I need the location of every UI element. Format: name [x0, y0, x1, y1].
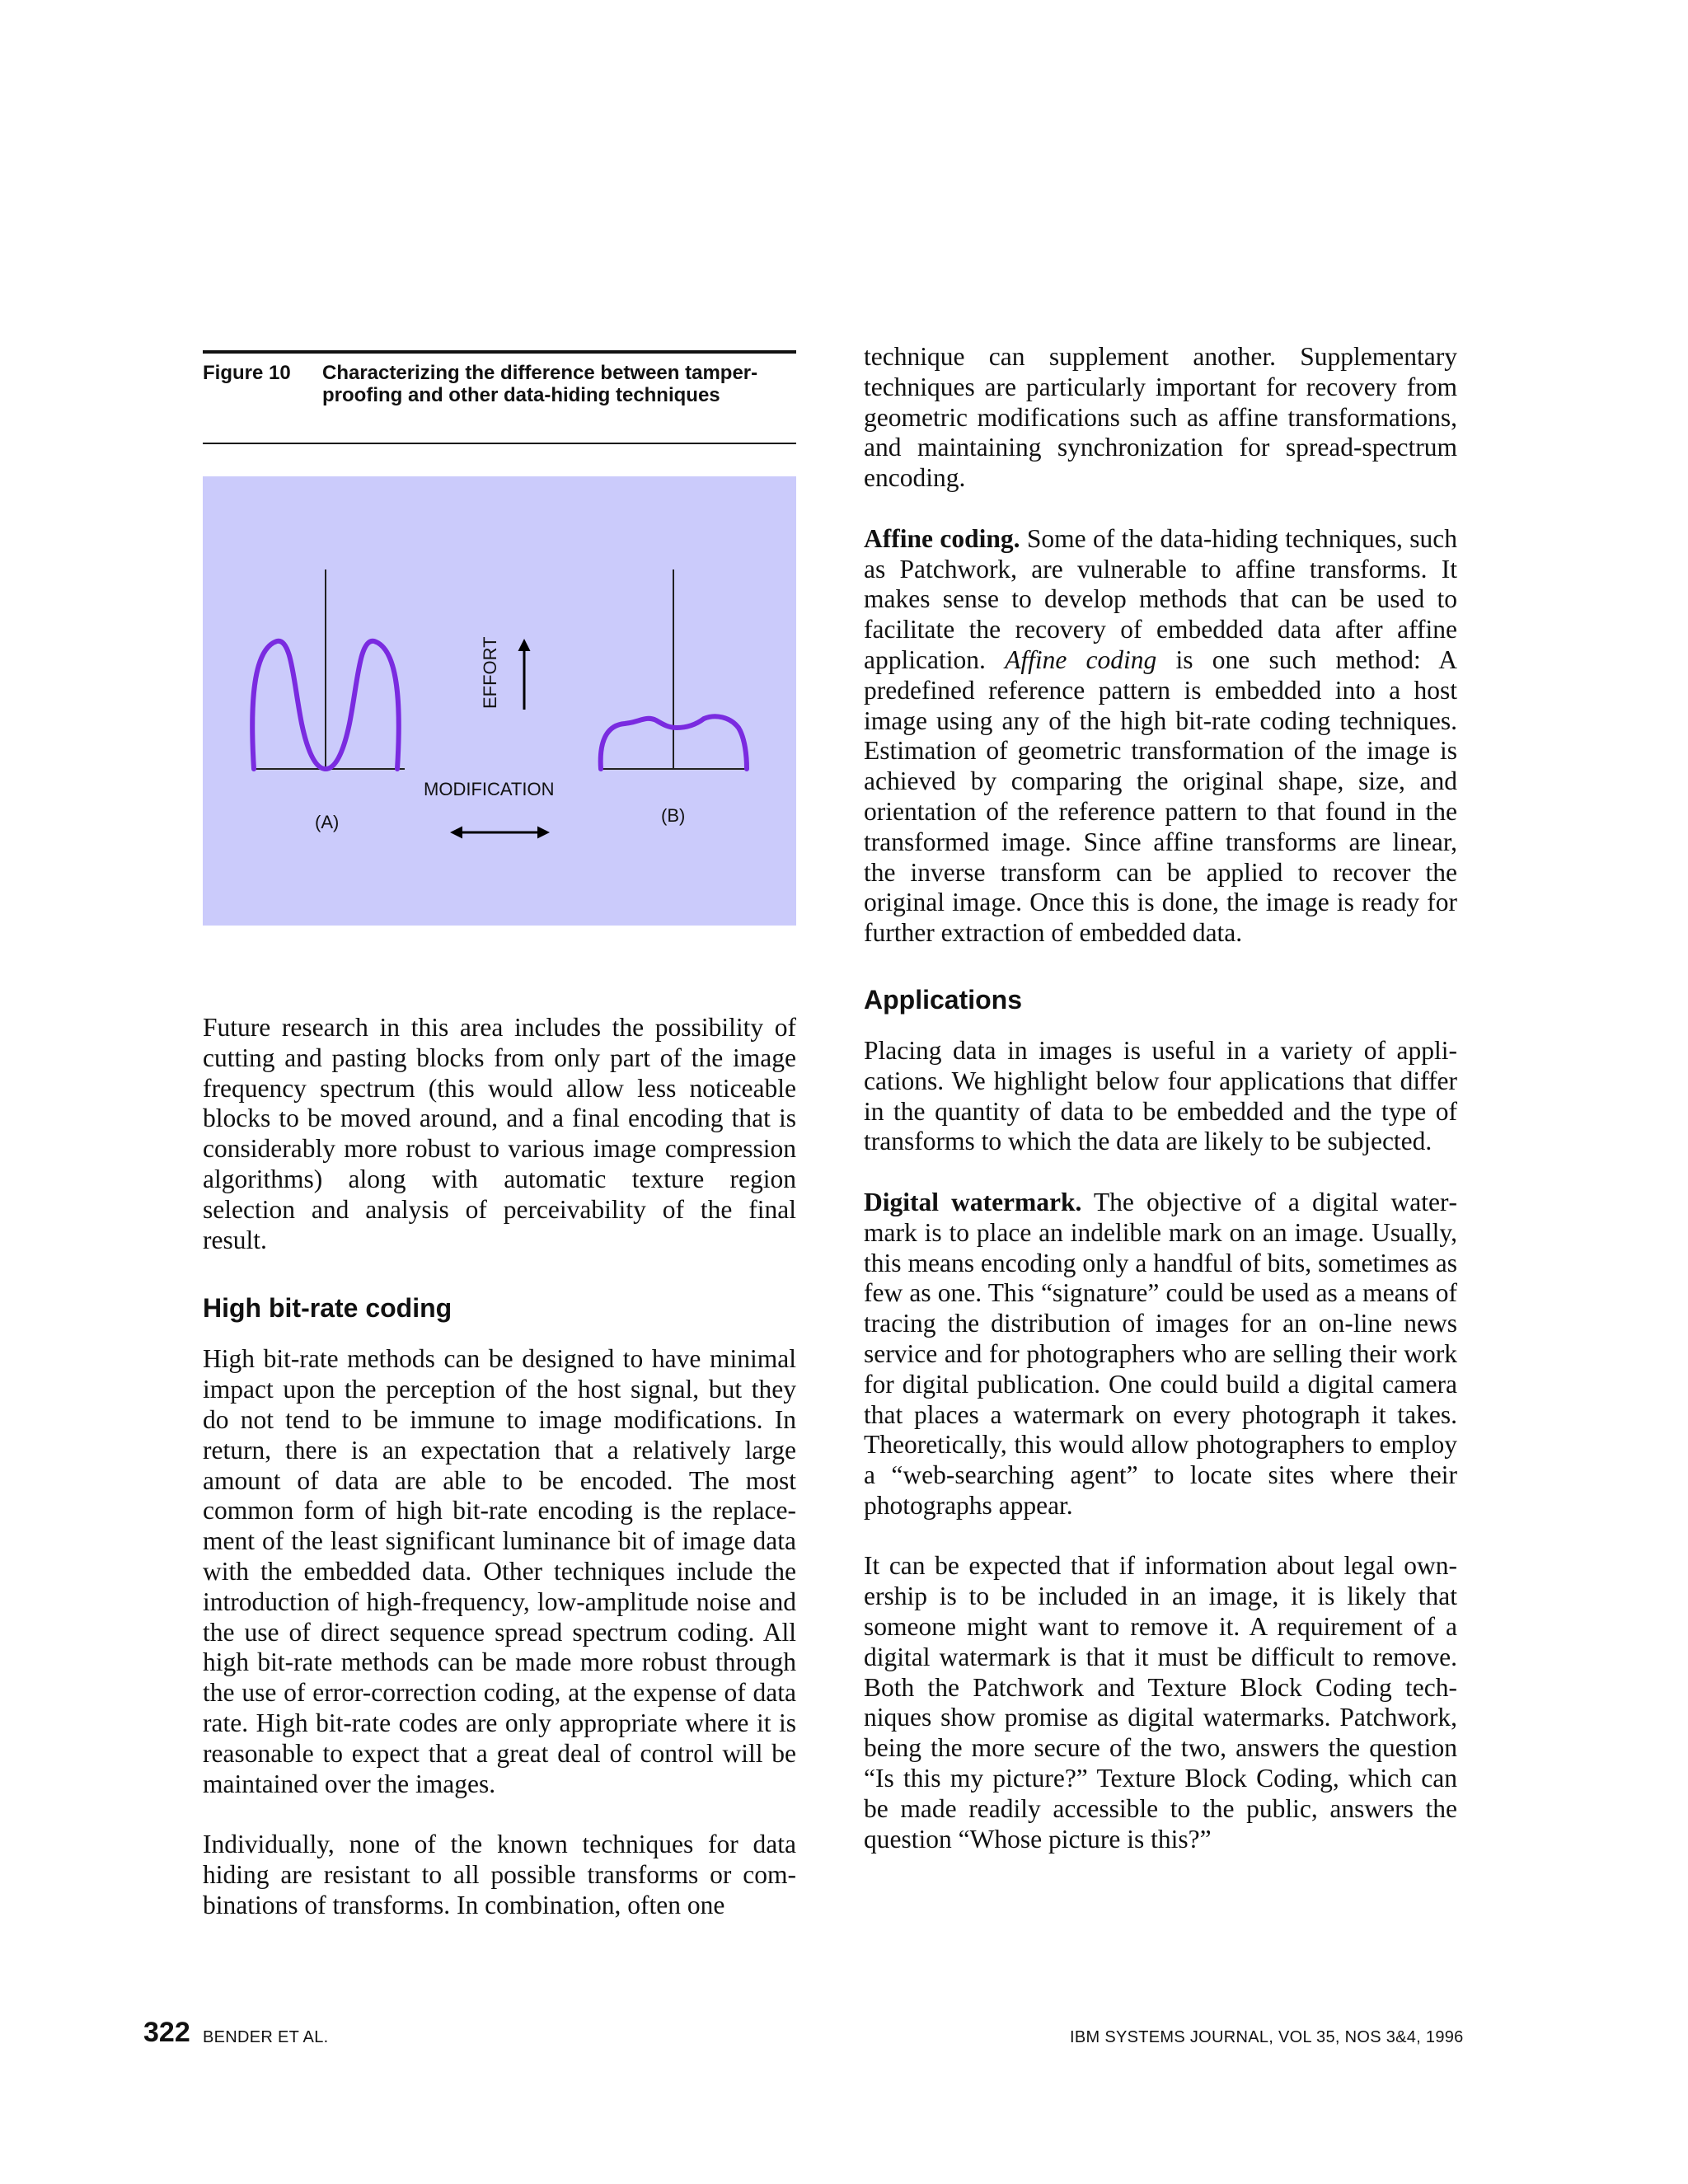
paragraph-digital-watermark — [864, 1188, 1457, 1521]
left-column-lower — [203, 1013, 796, 1921]
figure-label: Figure 10 — [203, 362, 291, 384]
paragraph-individually: Individually, none of the known techniques for data hiding are resistant to all possible transforms or combinations of transforms. In combination, often one — [203, 1830, 796, 1919]
figure-top-rule — [203, 350, 796, 354]
digital-watermark-runin: Digital watermark. — [864, 1187, 1082, 1216]
label-a: (A) — [315, 812, 340, 832]
affine-coding-runin: Affine coding. — [864, 523, 1020, 553]
page-number: 322 — [143, 2017, 190, 2048]
heading-applications: Applications — [864, 984, 1023, 1015]
paragraph-legal-ownership: It can be expected that if information about legal ownership is to be included in an image, it is likely that someone might want to remove it. A requirement of a digital watermark is that it must be difficult to remove. Both the Patchwork and Texture Block Coding techniques show promise as digital watermarks. Patchwork, being the more secure of the two, answers the question “Is this my picture?” Texture Block Coding, which can be made readily accessible to the public, answers the question “Whose picture is this?” — [864, 1551, 1457, 1854]
paragraph-high-bit-rate: High bit-rate methods can be designed to have minimal impact upon the perception of the host signal, but they do not tend to be immune to image modifications. In return, there is an expectation that a relatively large amount of data are able to be encoded. The most common form of high bit-rate encoding is the replacement of the least significant luminance bit of image data with the embedded data. Other techniques include the introduction of high-frequency, low-amplitude noise and the use of direct sequence spread spectrum coding. All high bit-rate methods can be made more robust through the use of error-correction coding, at the expense of data rate. High bit-rate codes are only appropriate where it is reasonable to expect that a great deal of control will be maintained over the images. — [203, 1344, 796, 1798]
figure-diagram — [203, 476, 796, 926]
paragraph-applications: Placing data in images is useful in a variety of applications. We highlight below four applications that differ in the quantity of data to be embedded and the type of transforms to which the data are likely to be subjected. — [864, 1035, 1457, 1156]
digital-watermark-text: The objective of a digital watermark is to place an indelible mark on an image. Usually, this means encoding only a handful of bits, sometimes as few as one. This “signature” could be used as a means of tracing the distribution of images for an on-line news service and for photographers who are selling their work for digital publication. One could build a digital camera that places a watermark on every photograph it takes. Theoretically, this would allow photographers to employ a “web-searching agent” to locate sites where their photographs appear. — [864, 1187, 1457, 1520]
modification-label: MODIFICATION — [424, 779, 555, 799]
label-b: (B) — [661, 805, 686, 826]
running-footer-journal: IBM SYSTEMS JOURNAL, VOL 35, NOS 3&4, 1996 — [1070, 2028, 1464, 2046]
paragraph-affine-coding — [864, 524, 1457, 949]
affine-text-2: is one such method: A predefined reference pattern is embedded into a host image using any of the high bit-rate coding techniques. Estimation of geometric transformation of the image is achieved by comparing the original shape, size, and orientation of the reference pattern to that found in the transformed image. Since affine transforms are linear, the inverse transform can be applied to recover the original image. Once this is done, the image is ready for further extraction of embedded data. — [864, 644, 1458, 948]
figure-caption: Characterizing the difference between tamper-proofing and other data-hiding techniques — [322, 362, 758, 406]
right-column — [864, 342, 1457, 1854]
figure-panel — [203, 476, 796, 926]
effort-label: EFFORT — [480, 636, 500, 709]
paragraph-supplementary: technique can supplement another. Supplementary techniques are particularly important for recovery from geometric modifications such as affine transformations, and maintaining synchronization for spread-spectrum encoding. — [864, 342, 1457, 493]
figure-bottom-rule — [203, 443, 796, 444]
affine-text-1: Some of the data-hiding techniques, such as Patchwork, are vulnerable to affine transforms. It makes sense to develop methods that can be used to facilitate the recovery of embedded data after affine application. — [864, 523, 1457, 674]
running-footer-authors: BENDER ET AL. — [203, 2028, 329, 2046]
heading-high-bit-rate: High bit-rate coding — [203, 1293, 452, 1324]
paragraph-future-research: Future research in this area includes the possibility of cutting and pasting blocks from only part of the image frequency spectrum (this would allow less noticeable blocks to be moved around, and a final encoding that is considerably more robust to various image compression algorithms) along with automatic texture region selection and analysis of perceivability of the final result. — [203, 1013, 796, 1254]
affine-italic-term: Affine coding — [1005, 644, 1157, 674]
